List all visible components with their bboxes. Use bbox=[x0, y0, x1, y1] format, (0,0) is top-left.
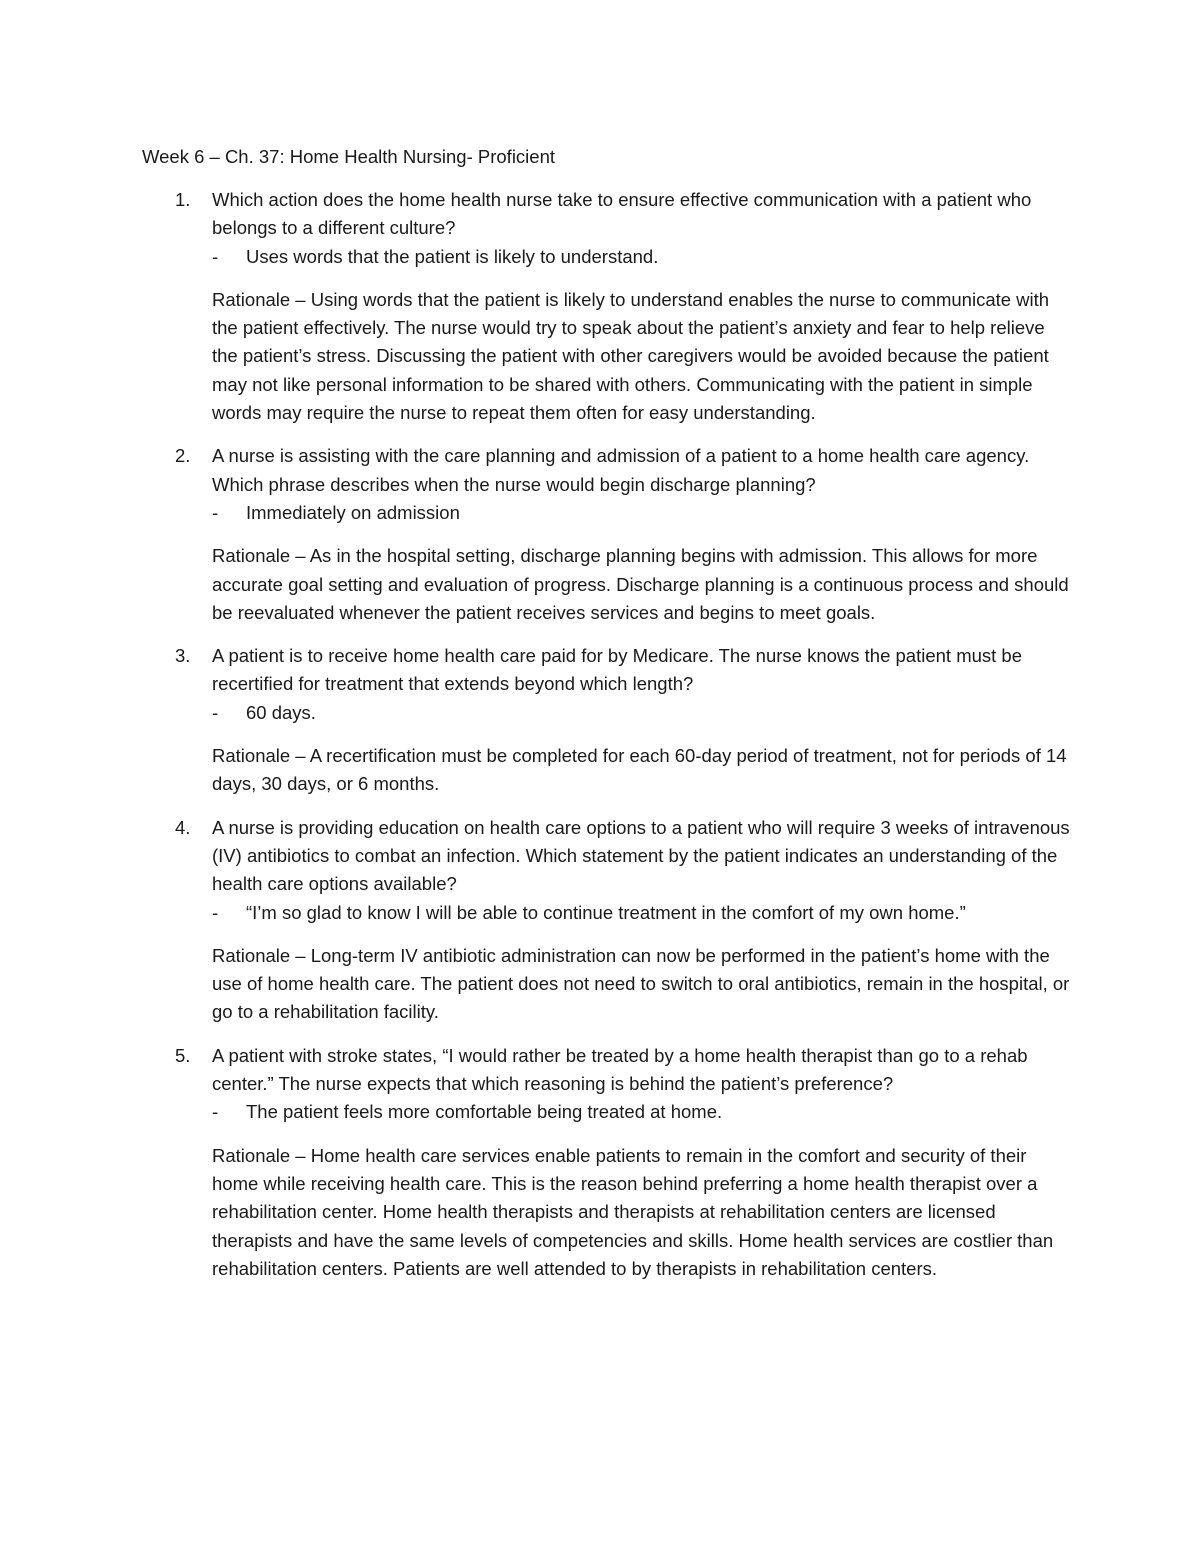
answer-dash: - bbox=[212, 901, 219, 923]
answer-dash: - bbox=[212, 501, 219, 523]
answer-text: Uses words that the patient is likely to understand. bbox=[246, 245, 659, 267]
rationale-text: Rationale – A recertification must be completed for each 60-day period of treatment, not for periods of 14 days, 30 days, or 6 months. bbox=[212, 745, 1067, 795]
answer-line bbox=[212, 1098, 1072, 1126]
question-number: 1. bbox=[175, 189, 191, 210]
rationale-text: Rationale – Home health care services enable patients to remain in the comfort and security of their home while receiving health care. This is the reason behind preferring a home health therapist over a rehabilitation center. Home health therapists and therapists at rehabilitation centers are licensed therapists and have the same levels of competencies and skills. Home health services are costlier than rehabilitation centers. Patients are well attended to by therapists in rehabilitation centers. bbox=[212, 1144, 1054, 1279]
rationale-text: Rationale – Long-term IV antibiotic administration can now be performed in the patient’s home with the use of home health care. The patient does not need to switch to oral antibiotics, remain in the hospital, or go to a rehabilitation facility. bbox=[212, 944, 1070, 1023]
answer-text: “I’m so glad to know I will be able to continue treatment in the comfort of my own home.” bbox=[246, 901, 966, 923]
question-text: A nurse is providing education on health care options to a patient who will require 3 weeks of intravenous (IV) antibiotics to combat an infection. Which statement by the patient indicates an understanding of the health care options available? bbox=[212, 816, 1070, 895]
question-text: A patient is to receive home health care paid for by Medicare. The nurse knows the patient must be recertified for treatment that extends beyond which length? bbox=[212, 645, 1022, 695]
answer-line bbox=[212, 243, 1072, 271]
answer-line bbox=[212, 699, 1072, 727]
question-item bbox=[142, 642, 1072, 798]
question-text: Which action does the home health nurse take to ensure effective communication with a patient who belongs to a different culture? bbox=[212, 189, 1032, 239]
answer-dash: - bbox=[212, 701, 219, 723]
question-text: A nurse is assisting with the care planning and admission of a patient to a home health care agency. Which phrase describes when the nurse would begin discharge planning? bbox=[212, 445, 1030, 495]
answer-line bbox=[212, 499, 1072, 527]
answer-dash: - bbox=[212, 1101, 219, 1123]
document-title: Week 6 – Ch. 37: Home Health Nursing- Proficient bbox=[142, 146, 556, 167]
question-item bbox=[142, 814, 1072, 1027]
question-number: 4. bbox=[175, 816, 191, 838]
question-number: 3. bbox=[175, 645, 191, 667]
answer-dash: - bbox=[212, 245, 219, 267]
answer-line bbox=[212, 899, 1072, 927]
rationale-text: Rationale – Using words that the patient is likely to understand enables the nurse to communicate with the patient effectively. The nurse would try to speak about the patient’s anxiety and fear to help relieve the patient’s stress. Discussing the patient with other caregivers would be avoided because the patient may not like personal information to be shared with others. Communicating with the patient in simple words may require the nurse to repeat them often for easy understanding. bbox=[212, 288, 1050, 424]
answer-text: The patient feels more comfortable being treated at home. bbox=[246, 1101, 723, 1123]
question-number: 2. bbox=[175, 445, 191, 467]
question-list bbox=[142, 186, 1072, 1298]
question-text: A patient with stroke states, “I would rather be treated by a home health therapist than go to a rehab center.” The nurse expects that which reasoning is behind the patient’s preference? bbox=[212, 1044, 1028, 1095]
question-item bbox=[142, 442, 1072, 627]
rationale-text: Rationale – As in the hospital setting, discharge planning begins with admission. This allows for more accurate goal setting and evaluation of progress. Discharge planning is a continuous process and should be reevaluated whenever the patient receives services and begins to meet goals. bbox=[212, 545, 1069, 623]
question-number: 5. bbox=[175, 1044, 191, 1066]
question-item bbox=[142, 1042, 1072, 1283]
question-item bbox=[142, 186, 1072, 427]
answer-text: Immediately on admission bbox=[246, 501, 460, 523]
answer-text: 60 days. bbox=[246, 701, 316, 723]
